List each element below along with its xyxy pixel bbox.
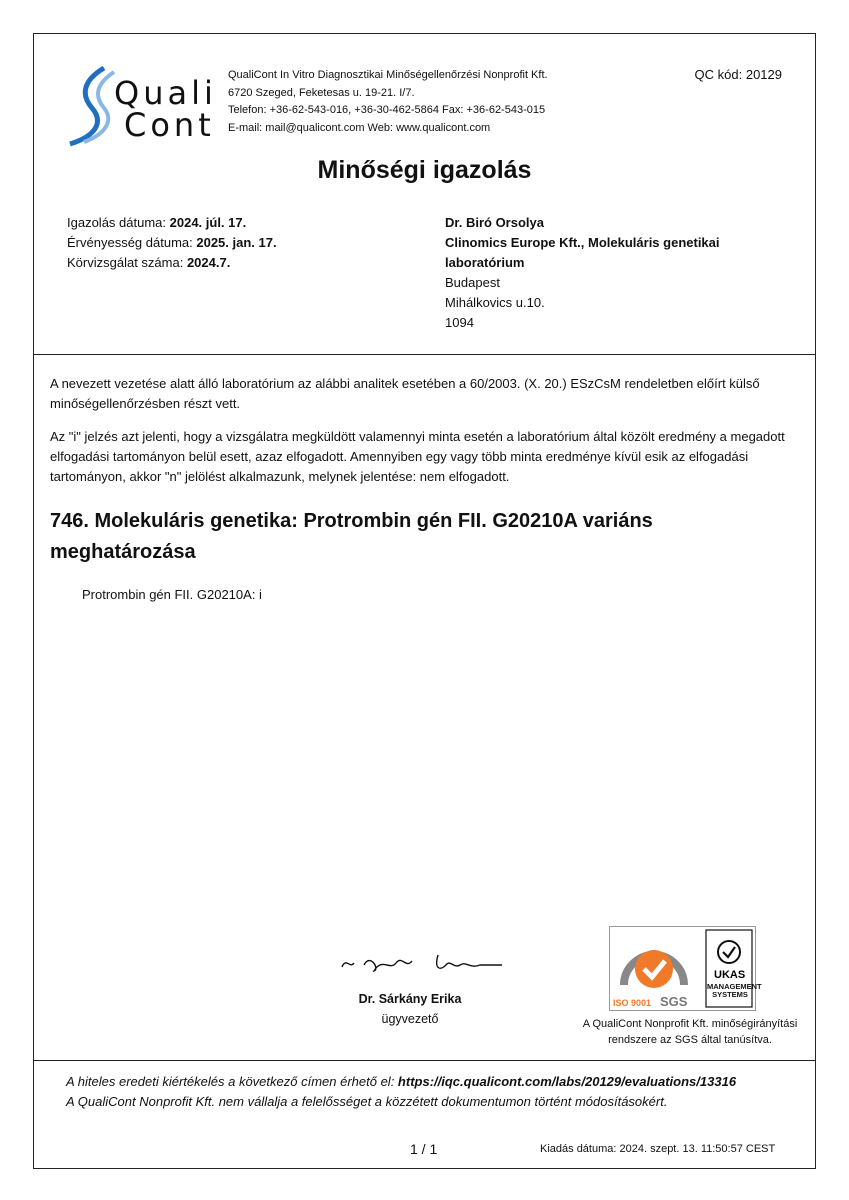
recipient-org: Clinomics Europe Kft., Molekuláris genetikai laboratórium <box>445 235 720 270</box>
label: Körvizsgálat száma: <box>67 255 187 270</box>
company-address: 6720 Szeged, Feketesas u. 19-21. I/7. <box>228 86 415 99</box>
certification-logos <box>609 926 762 1011</box>
issue-date: Kiadás dátuma: 2024. szept. 13. 11:50:57 CEST <box>540 1143 776 1155</box>
ukas-subtitle: MANAGEMENT SYSTEMS <box>707 982 762 999</box>
company-email-web: E-mail: mail@qualicont.com Web: www.qualicont.com <box>228 121 491 134</box>
certification-text: A QualiCont Nonprofit Kft. minőségirányítási rendszere az SGS által tanúsítva. <box>582 1018 798 1046</box>
section-heading: 746. Molekuláris genetika: Protrombin gén FII. G20210A variáns meghatározása <box>50 510 653 563</box>
recipient <box>445 213 775 333</box>
disclaimer: A QualiCont Nonprofit Kft. nem vállalja a felelősséget a közzétett dokumentumon történt módosításokért. <box>66 1094 668 1109</box>
evaluation-link[interactable]: https://iqc.qualicont.com/labs/20129/evaluations/13316 <box>397 1074 737 1089</box>
divider <box>33 354 816 355</box>
signature-image <box>330 945 510 977</box>
result: Protrombin gén FII. G20210A: i <box>82 587 262 602</box>
certificate-info <box>67 213 277 273</box>
round-number: 2024.7. <box>186 255 231 270</box>
check-icon <box>635 950 673 988</box>
signatory-name: Dr. Sárkány Erika <box>358 992 462 1006</box>
svg-text:Cont: Cont <box>124 106 215 144</box>
company-phone: Telefon: +36-62-543-016, +36-30-462-5864 Fax: +36-62-543-015 <box>228 104 546 116</box>
cert-date: 2024. júl. 17. <box>169 215 247 230</box>
qc-code: QC kód: 20129 <box>694 67 782 82</box>
qualicont-logo <box>66 64 217 146</box>
recipient-zip: 1094 <box>445 315 474 330</box>
company-info <box>228 67 548 137</box>
sgs-label: SGS <box>660 994 688 1009</box>
signatory <box>330 989 490 1029</box>
paragraph: Az "i" jelzés azt jelenti, hogy a vizsgálatra megküldött valamennyi minta esetén a laboratórium által közölt eredmény a megadott elfogadási tartományon belül esett, azaz elfogadott. Amennyiben egy vagy több minta eredménye kívül esik az elfogadási tartományon, akkor "n" jelölést alkalmazunk, melynek jelentése: nem elfogadott. <box>50 429 785 484</box>
page-title: Minőségi igazolás <box>317 156 532 184</box>
label: Igazolás dátuma: <box>67 215 170 230</box>
label: Érvényesség dátuma: <box>67 235 197 250</box>
recipient-street: Mihálkovics u.10. <box>445 295 545 310</box>
divider <box>33 1060 816 1061</box>
recipient-name: Dr. Biró Orsolya <box>445 215 544 230</box>
recipient-city: Budapest <box>445 275 500 290</box>
link-prefix: A hiteles eredeti kiértékelés a következő címen érhető el: <box>66 1074 398 1089</box>
paragraph: A nevezett vezetése alatt álló laboratórium az alábbi analitek esetében a 60/2003. (X. 20.) ESzCsM rendeletben előírt külső minőségellenőrzésben részt vett. <box>50 376 760 411</box>
ukas-label: UKAS <box>714 969 746 981</box>
company-name: QualiCont In Vitro Diagnosztikai Minőségellenőrzési Nonprofit Kft. <box>228 69 548 81</box>
logo-text: Quali <box>114 74 217 112</box>
footer <box>66 1072 786 1112</box>
signatory-role: ügyvezető <box>381 1012 439 1026</box>
iso-label: ISO 9001 <box>613 998 652 1008</box>
valid-date: 2025. jan. 17. <box>196 235 277 250</box>
page-number: 1 / 1 <box>410 1141 438 1157</box>
